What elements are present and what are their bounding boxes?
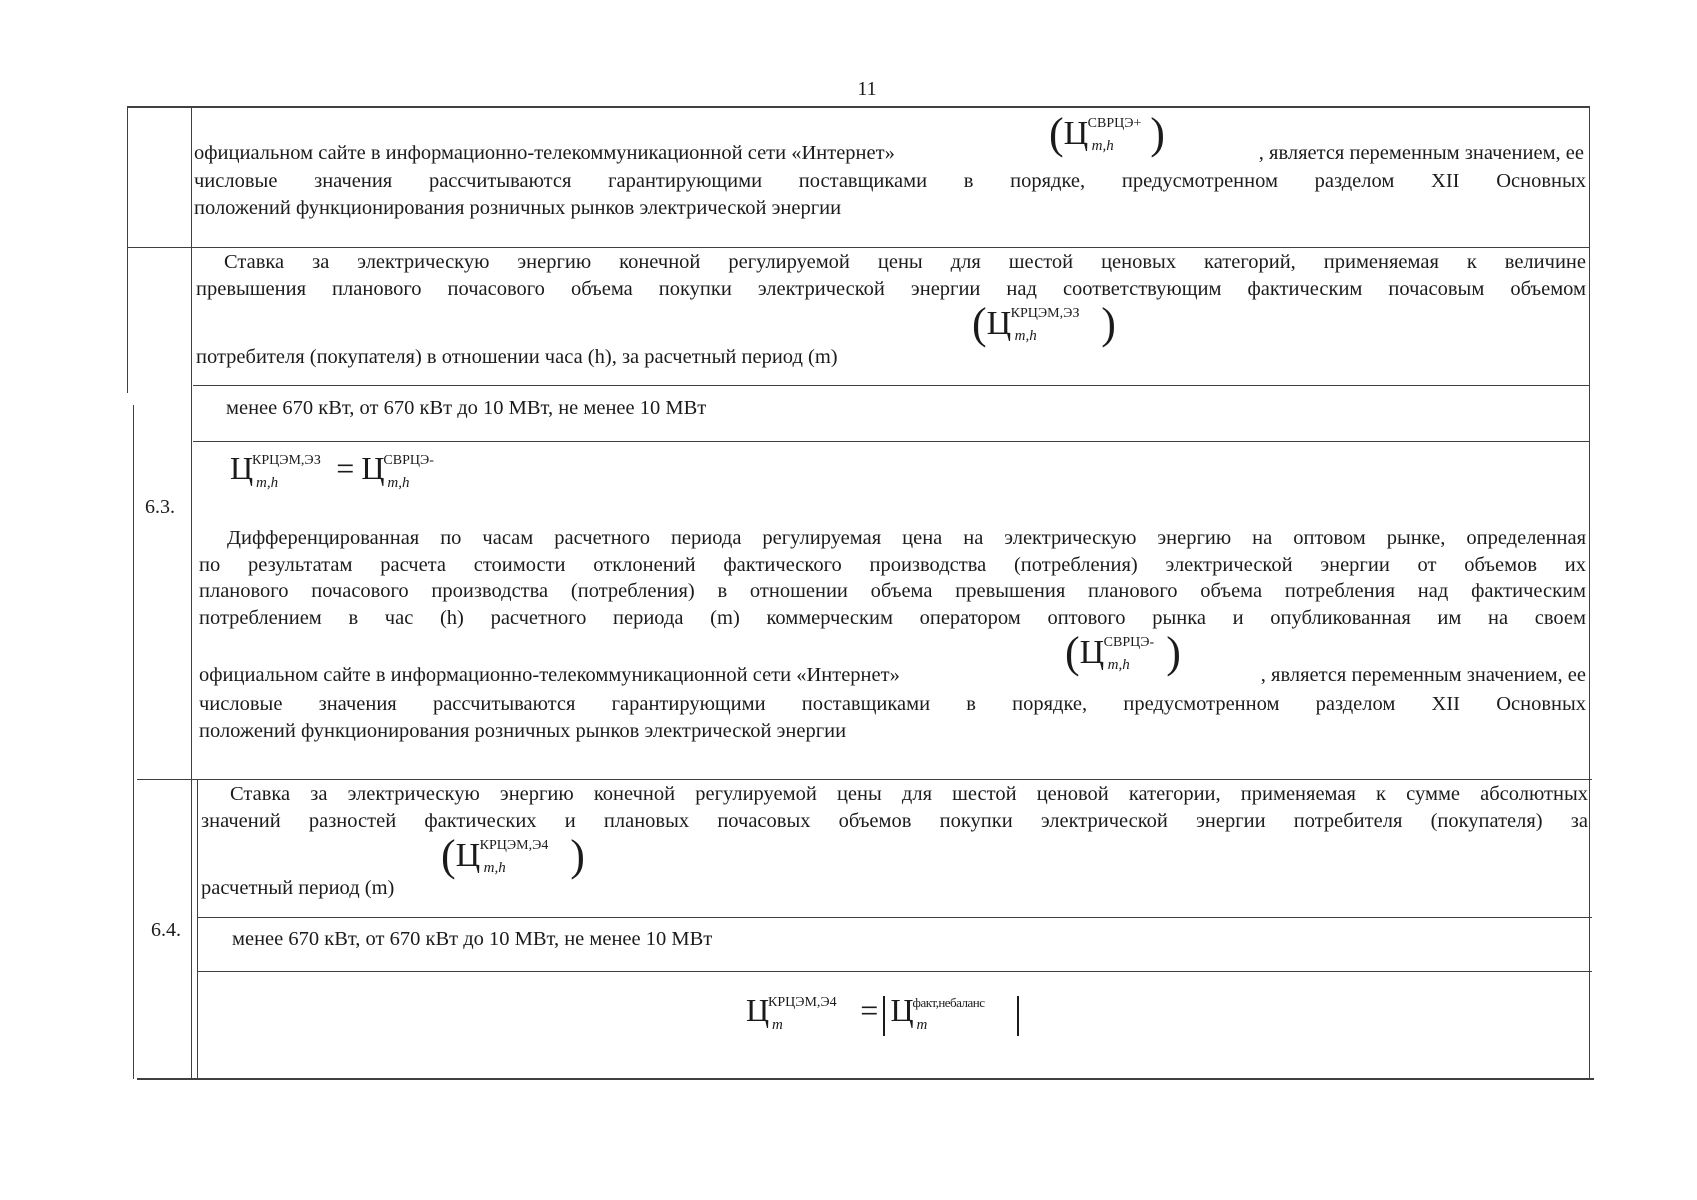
row-64-intro-line-1: Ставка за электрическую энергию конечной регулируемой цены для шестой ценовой категории, применяемая к сумме абсолютных <box>230 783 1588 805</box>
row-63-sub-border-2 <box>193 441 1590 442</box>
row-63-desc-line-7: положений функционирования розничных рынков электрической энергии <box>199 719 847 742</box>
formula-63-lhs-sup: КРЦЭМ,ЭЗ <box>252 453 321 468</box>
row-top-line-1a: официальном сайте в информационно-телекоммуникационной сети «Интернет» <box>194 142 895 164</box>
symbol-sup: СВРЦЭ+ <box>1087 116 1142 131</box>
formula-63-rhs-sup: СВРЦЭ- <box>383 453 434 468</box>
row-64-intro-line-3: расчетный период (m) <box>201 877 395 899</box>
row-63-desc-line-1: Дифференцированная по часам расчетного периода регулируемая цена на электрическую энергию на оптовом рынке, определенная <box>227 527 1586 549</box>
row-top-bottom-border <box>127 247 1590 248</box>
abs-bar-right <box>1017 996 1019 1036</box>
rate-63-sup: КРЦЭМ,ЭЗ <box>1010 306 1080 321</box>
row-64-intro-line-2: значений разностей фактических и плановых почасовых объемов покупки электрической энергии потребителя (покупателя) за <box>201 809 1588 832</box>
formula-64-rhs-sub: m <box>916 1017 928 1033</box>
row-64-intro <box>201 781 1588 904</box>
row-top-content <box>194 109 1586 221</box>
table-top-border <box>127 106 1589 108</box>
rate-64-sub: m,h <box>483 860 506 876</box>
row-63-intro <box>196 249 1586 378</box>
row-top-line-2: числовые значения рассчитываются гарантирующими поставщиками в порядке, предусмотренном разделом XII Основных <box>194 170 1586 192</box>
rate-64-symbol: Ц <box>455 837 481 874</box>
rate-symbol-64: ( Ц КРЦЭМ,Э4 m,h ) <box>441 831 585 880</box>
row-63-intro-line-2: превышения планового почасового объема покупки электрической энергии над соответствующим фактическим почасовым объемом <box>196 277 1586 300</box>
formula-64-rhs-symbol: Ц <box>890 992 914 1028</box>
row-63-sub-border-1 <box>193 385 1590 386</box>
symbol-sub: m,h <box>1091 138 1114 154</box>
table-right-border <box>1589 106 1590 1079</box>
desc-symbol-sup: СВРЦЭ- <box>1103 635 1155 650</box>
rate-symbol-63: ( Ц КРЦЭМ,ЭЗ m,h ) <box>972 299 1116 348</box>
formula-64-lhs-sub: m <box>772 1017 783 1033</box>
formula-63-eq: = <box>336 450 355 486</box>
row-64-categories: менее 670 кВт, от 670 кВт до 10 МВт, не менее 10 МВт <box>232 928 713 950</box>
row-64-sub-border-1 <box>198 917 1592 918</box>
row-64-sub-border-2 <box>198 971 1592 972</box>
row-63-categories: менее 670 кВт, от 670 кВт до 10 МВт, не менее 10 МВт <box>226 397 707 419</box>
desc-symbol-ts: Ц <box>1079 634 1105 671</box>
formula-64-eq: = <box>860 992 879 1028</box>
row-63-formula <box>230 450 445 491</box>
symbol-ts: Ц <box>1063 115 1089 152</box>
price-symbol-svrce-minus: ( Ц СВРЦЭ- m,h ) <box>1065 628 1181 677</box>
abs-bar-left <box>883 996 885 1036</box>
row-number-6-4: 6.4. <box>151 919 181 941</box>
row-63-intro-line-3: потребителя (покупателя) в отношении часа (h), за расчетный период (m) <box>196 346 838 368</box>
row-63-desc-line-5a: официальном сайте в информационно-телекоммуникационной сети «Интернет» <box>199 664 900 686</box>
formula-63-rhs-sub: m,h <box>387 475 410 491</box>
row-63-description <box>199 525 1586 744</box>
number-column-divider-2 <box>197 779 198 1079</box>
table-left-border-lower <box>133 405 134 1079</box>
row-top-line-1b: , является переменным значением, ее <box>1258 142 1584 164</box>
rate-63-sub: m,h <box>1014 328 1037 344</box>
row-64-formula <box>746 994 1019 1036</box>
table-bottom-border <box>137 1078 1594 1080</box>
row-63-desc-line-4: потреблением в час (h) расчетного периода (m) коммерческим оператором оптового рынка и опубликованная им на своем <box>199 606 1586 629</box>
rate-63-symbol: Ц <box>986 305 1012 342</box>
desc-symbol-sub: m,h <box>1107 657 1130 673</box>
formula-64-lhs-sup: КРЦЭМ,Э4 <box>768 995 837 1010</box>
formula-63-rhs-symbol: Ц <box>361 450 385 486</box>
row-top-line-3: положений функционирования розничных рынков электрической энергии <box>194 196 842 219</box>
row-63-desc-line-5b: , является переменным значением, ее <box>1260 664 1586 686</box>
formula-63-lhs-symbol: Ц <box>230 450 254 486</box>
row-63-bottom-border <box>137 779 1592 780</box>
row-63-desc-line-2: по результатам расчета стоимости отклонений фактического производства (потребления) электрической энергии от объемов их <box>199 553 1586 576</box>
formula-64-lhs-symbol: Ц <box>746 992 770 1028</box>
row-63-desc-line-3: планового почасового производства (потребления) в отношении объема превышения планового объема потребления над фактическим <box>199 580 1586 602</box>
rate-64-sup: КРЦЭМ,Э4 <box>479 838 549 853</box>
number-column-divider <box>191 106 192 1079</box>
price-symbol-svrce-plus: ( Ц СВРЦЭ+ m,h ) <box>1049 109 1165 158</box>
row-63-intro-line-1: Ставка за электрическую энергию конечной регулируемой цены для шестой ценовых категорий, применяемая к величине <box>224 251 1586 273</box>
table-left-border <box>127 106 128 393</box>
formula-64-rhs-sup: факт,небаланс <box>912 995 985 1010</box>
row-number-6-3: 6.3. <box>145 496 175 518</box>
formula-63-lhs-sub: m,h <box>256 475 279 491</box>
page-number: 11 <box>857 78 877 100</box>
row-63-desc-line-6: числовые значения рассчитываются гарантирующими поставщиками в порядке, предусмотренном разделом XII Основных <box>199 693 1586 715</box>
